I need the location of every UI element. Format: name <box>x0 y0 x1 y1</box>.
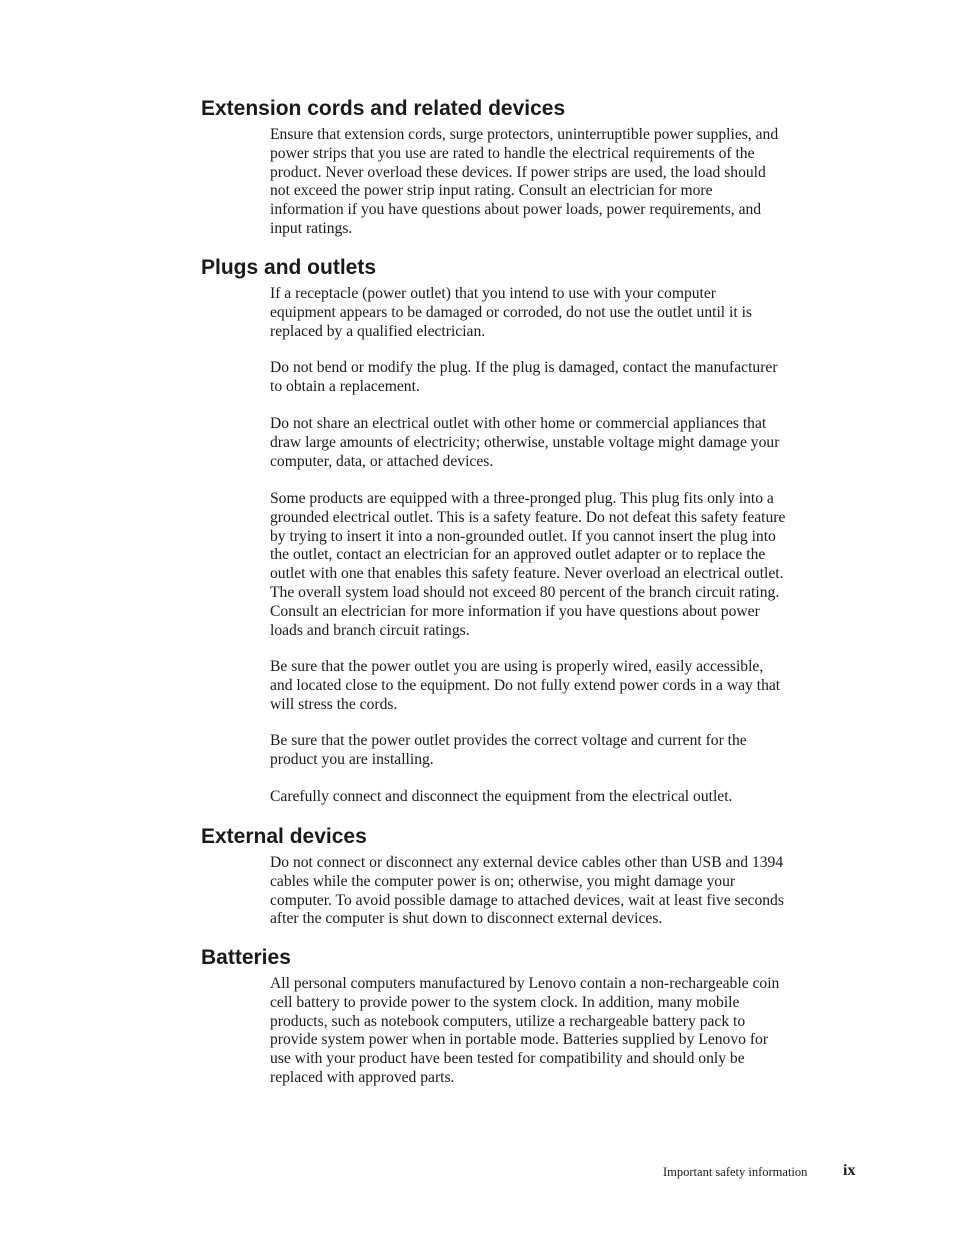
paragraph-external-devices: Do not connect or disconnect any external device cables other than USB and 1394 cables while the computer power is on; otherwise, you might damage your computer. To avoid possible damage to attached devices, wait at least five seconds after the computer is shut down to disconnect external devices. <box>270 854 784 928</box>
footer-section-title: Important safety information <box>663 1165 808 1179</box>
paragraph-plugs-damaged-receptacle: If a receptacle (power outlet) that you intend to use with your computer equipment appears to be damaged or corroded, do not use the outlet until it is replaced by a qualified electrician. <box>270 285 752 340</box>
paragraph-batteries: All personal computers manufactured by Lenovo contain a non-rechargeable coin cell battery to provide power to the system clock. In addition, many mobile products, such as notebook computers, utilize a rechargeable battery pack to provide system power when in portable mode. Batteries supplied by Lenovo for use with your product have been tested for compatibility and should only be replaced with approved parts. <box>270 975 780 1086</box>
footer-page-number: ix <box>843 1162 856 1179</box>
heading-plugs-and-outlets: Plugs and outlets <box>201 256 377 279</box>
heading-extension-cords: Extension cords and related devices <box>201 97 566 120</box>
paragraph-plugs-bend-modify: Do not bend or modify the plug. If the plug is damaged, contact the manufacturer to obtain a replacement. <box>270 359 778 395</box>
paragraph-plugs-connect-carefully: Carefully connect and disconnect the equipment from the electrical outlet. <box>270 788 733 805</box>
paragraph-extension-cords: Ensure that extension cords, surge protectors, uninterruptible power supplies, and power strips that you use are rated to handle the electrical requirements of the product. Never overload these devices. If power strips are used, the load should not exceed the power strip input rating. Consult an electrician for more information if you have questions about power loads, power requirements, and input ratings. <box>270 126 779 237</box>
heading-external-devices: External devices <box>201 825 367 848</box>
paragraph-plugs-three-pronged: Some products are equipped with a three-pronged plug. This plug fits only into a grounded electrical outlet. This is a safety feature. Do not defeat this safety feature by trying to insert it into a non-grounded outlet. If you cannot insert the plug into the outlet, contact an electrician for an approved outlet adapter or to replace the outlet with one that enables this safety feature. Never overload an electrical outlet. The overall system load should not exceed 80 percent of the branch circuit rating. Consult an electrician for more information if you have questions about power loads and branch circuit ratings. <box>270 490 786 639</box>
paragraph-plugs-share-outlet: Do not share an electrical outlet with other home or commercial appliances that draw large amounts of electricity; otherwise, unstable voltage might damage your computer, data, or attached devices. <box>270 415 780 470</box>
paragraph-plugs-properly-wired: Be sure that the power outlet you are using is properly wired, easily accessible, and located close to the equipment. Do not fully extend power cords in a way that will stress the cords. <box>270 658 781 713</box>
heading-batteries: Batteries <box>201 946 291 969</box>
paragraph-plugs-correct-voltage: Be sure that the power outlet provides the correct voltage and current for the product you are installing. <box>270 732 747 768</box>
